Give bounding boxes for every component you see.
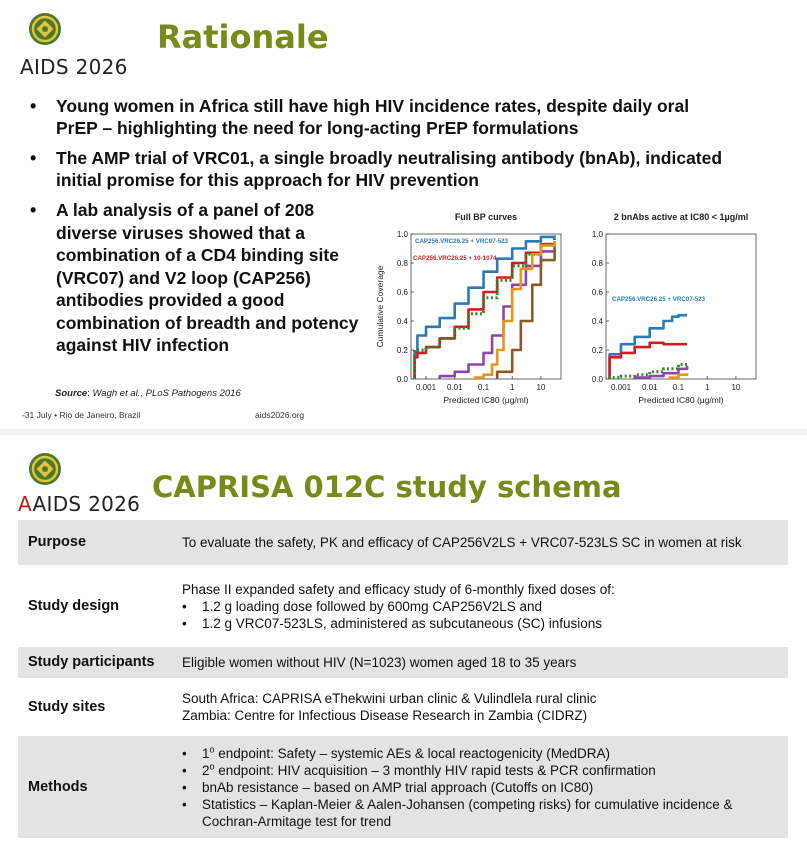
bullet-amp-trial: • The AMP trial of VRC01, a single broadly neutralising antibody (bnAb), indicated initial promise for this approach for HIV prevention (30, 147, 730, 191)
design-list (182, 598, 782, 632)
slide-divider (0, 429, 807, 435)
y-tick-label: 0.0 (591, 375, 603, 384)
x-tick-label: 0.001 (416, 383, 437, 392)
chart-full-bp-curves (375, 208, 575, 413)
aids-conference-logo-icon (28, 12, 62, 46)
y-tick-label: 0.6 (591, 288, 603, 297)
chart-annotation-2: CAP256.VRC26.25 + 10-1074 (413, 255, 497, 262)
list-item: • bnAb resistance – based on AMP trial approach (Cutoffs on IC80) (182, 779, 782, 796)
x-tick-label: 0.001 (611, 383, 632, 392)
y-tick-label: 0.2 (591, 346, 603, 355)
bullet-lab-analysis: • A lab analysis of a panel of 208 diverse viruses showed that a combination of a CD4 binding site (VRC07) and V2 loop (CAP256) antibodies provided a good combination of breadth and potency against HIV infection (30, 199, 380, 357)
row-label: Study participants (18, 646, 176, 679)
y-tick-label: 1.0 (591, 230, 603, 239)
y-tick-label: 0.4 (591, 317, 603, 326)
x-tick-label: 0.01 (641, 383, 658, 392)
list-item: • 2$^o$ endpoint: HIV acquisition – 3 monthly HIV rapid tests & PCR confirmation (182, 762, 782, 779)
chart-title: 2 bnAbs active at IC80 < 1µg/ml (613, 212, 749, 222)
methods-list (182, 745, 782, 830)
x-axis-label: Predicted IC80 (µg/ml) (443, 395, 529, 405)
source-citation: Source: Wagh et al., PLoS Pathogens 2016 (55, 388, 241, 399)
x-axis-label: Predicted IC80 (µg/ml) (638, 395, 724, 405)
chart-annotation-1: CAP256.VRC26.25 + VRC07-523 (415, 238, 509, 245)
aids-conference-logo-icon (28, 452, 62, 486)
slide-title: CAPRISA 012C study schema (152, 470, 622, 504)
brand-prefix: A (18, 492, 33, 516)
slide-study-schema (0, 436, 807, 847)
row-study-participants (18, 646, 788, 679)
source-label: Source (55, 388, 88, 399)
x-tick-label: 0.1 (672, 383, 685, 392)
x-tick-label: 1 (704, 383, 710, 392)
plot-frame (606, 234, 756, 379)
brand-wordmark (20, 55, 128, 79)
x-tick-label: 0.01 (446, 383, 463, 392)
y-tick-label: 0.4 (396, 317, 408, 326)
y-tick-label: 0.6 (396, 288, 408, 297)
row-value (176, 566, 788, 646)
brand-name: AIDS (32, 492, 82, 516)
chart-annotation-1: CAP256.VRC26.25 + VRC07-523 (612, 296, 706, 303)
row-value (176, 679, 788, 735)
row-label: Study sites (18, 679, 176, 735)
design-intro: Phase II expanded safety and efficacy study of 6-monthly fixed doses of: (182, 581, 615, 597)
y-tick-label: 0.8 (591, 259, 603, 268)
y-axis-label: Cumulative Coverage (375, 265, 385, 348)
y-tick-label: 0.0 (396, 375, 408, 384)
x-tick-label: 10 (731, 383, 741, 392)
row-value: Eligible women without HIV (N=1023) women aged 18 to 35 years (176, 646, 788, 679)
footer-website: aids2026.org (255, 410, 305, 420)
row-value (176, 735, 788, 839)
site-line: South Africa: CAPRISA eThekwini urban clinic & Vulindlela rural clinic (182, 691, 597, 706)
brand-year: 2026 (88, 492, 141, 516)
list-item: • 1.2 g VRC07-523LS, administered as subcutaneous (SC) infusions (182, 615, 782, 632)
row-study-design (18, 566, 788, 646)
row-purpose (18, 520, 788, 566)
chart-two-bnabs-active (580, 208, 780, 413)
study-schema-table (18, 520, 788, 840)
source-text: Wagh et al., PLoS Pathogens 2016 (92, 388, 241, 399)
y-tick-label: 0.2 (396, 346, 408, 355)
brand-name: AIDS (20, 55, 69, 79)
row-label: Methods (18, 735, 176, 839)
list-item: • 1$^o$ endpoint: Safety – systemic AEs & local reactogenicity (MedDRA) (182, 745, 782, 762)
row-methods (18, 735, 788, 839)
brand-wordmark (18, 492, 140, 516)
row-label: Study design (18, 566, 176, 646)
row-study-sites (18, 679, 788, 735)
list-item: • Statistics – Kaplan-Meier & Aalen-Johansen (competing risks) for cumulative incidence & Cochran-Armitage test for trend (182, 796, 782, 830)
list-item: • 1.2 g loading dose followed by 600mg CAP256V2LS and (182, 598, 782, 615)
bullet-incidence: • Young women in Africa still have high HIV incidence rates, despite daily oral PrEP – highlighting the need for long-acting PrEP formulations (30, 95, 730, 139)
x-tick-label: 0.1 (477, 383, 490, 392)
x-tick-label: 10 (536, 383, 546, 392)
x-tick-label: 1 (509, 383, 515, 392)
chart-title: Full BP curves (454, 212, 518, 222)
y-tick-label: 0.8 (396, 259, 408, 268)
slide-title: Rationale (157, 18, 329, 56)
y-tick-label: 1.0 (396, 230, 408, 239)
site-line: Zambia: Centre for Infectious Disease Research in Zambia (CIDRZ) (182, 708, 588, 723)
brand-year: 2026 (75, 55, 128, 79)
row-label: Purpose (18, 520, 176, 566)
footer-location: -31 July • Rio de Janeiro, Brazil (22, 410, 141, 420)
row-value: To evaluate the safety, PK and efficacy of CAP256V2LS + VRC07-523LS SC in women at risk (176, 520, 788, 566)
